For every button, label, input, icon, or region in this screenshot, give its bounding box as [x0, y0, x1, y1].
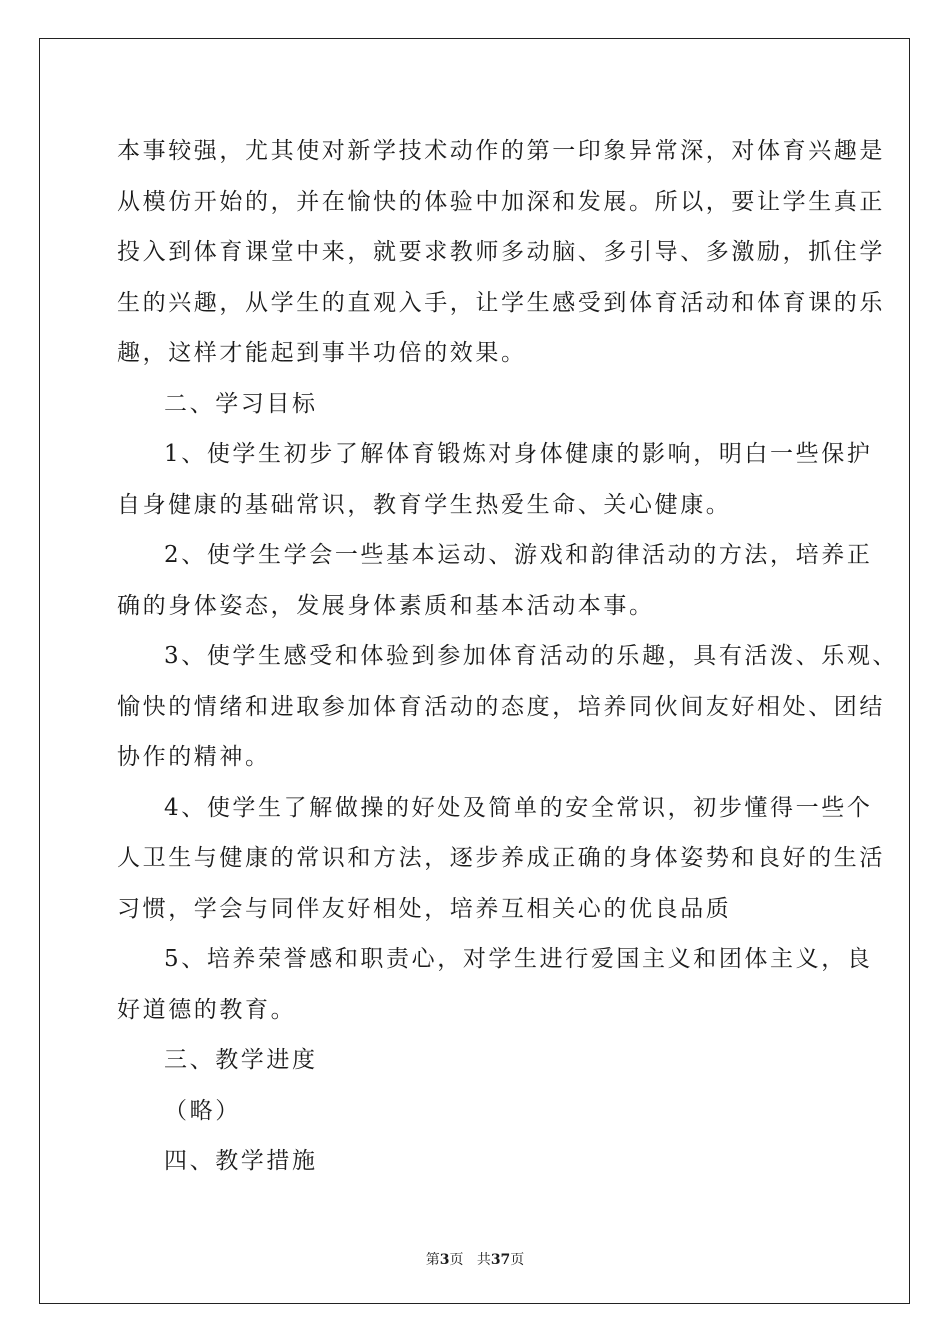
total-suffix: 页 [510, 1252, 525, 1268]
page-prefix: 第 [425, 1252, 440, 1268]
page-number: 3 [439, 1252, 450, 1268]
total-prefix: 共 [476, 1252, 491, 1268]
body-line: 趣，这样才能起到事半功倍的效果。 [117, 340, 527, 366]
document-body [117, 126, 899, 1187]
body-line: 确的身体姿态，发展身体素质和基本活动本事。 [117, 592, 655, 619]
list-item: 4、使学生了解做操的好处及简单的安全常识，初步懂得一些个 [164, 794, 873, 821]
body-line: 人卫生与健康的常识和方法，逐步养成正确的身体姿势和良好的生活 [117, 845, 885, 871]
page-suffix: 页 [449, 1252, 464, 1268]
body-line: 协作的精神。 [117, 744, 271, 770]
body-line: 从模仿开始的，并在愉快的体验中加深和发展。所以，要让学生真正 [117, 188, 885, 215]
body-line: 好道德的教育。 [117, 996, 297, 1023]
list-item: 2、使学生学会一些基本运动、游戏和韵律活动的方法，培养正 [164, 542, 873, 568]
section-heading: 二、学习目标 [164, 390, 318, 417]
body-line: 本事较强，尤其使对新学技术动作的第一印象异常深，对体育兴趣是 [117, 138, 885, 164]
list-item: 3、使学生感受和体验到参加体育活动的乐趣，具有活泼、乐观、 [164, 643, 899, 669]
list-item: 1、使学生初步了解体育锻炼对身体健康的影响，明白一些保护 [164, 441, 873, 467]
body-line: 投入到体育课堂中来，就要求教师多动脑、多引导、多激励，抓住学 [117, 239, 885, 265]
body-line: （略） [164, 1097, 241, 1124]
body-line: 自身健康的基础常识，教育学生热爱生命、关心健康。 [117, 491, 732, 518]
page-footer [0, 1249, 950, 1269]
list-item: 5、培养荣誉感和职责心，对学生进行爱国主义和团体主义，良 [164, 946, 873, 972]
section-heading: 三、教学进度 [164, 1047, 318, 1073]
total-pages: 37 [490, 1252, 511, 1268]
body-line: 生的兴趣，从学生的直观入手，让学生感受到体育活动和体育课的乐 [117, 289, 885, 316]
body-line: 愉快的情绪和进取参加体育活动的态度，培养同伙间友好相处、团结 [117, 693, 885, 720]
section-heading: 四、教学措施 [164, 1148, 318, 1174]
body-line: 习惯，学会与同伴友好相处，培养互相关心的优良品质 [117, 895, 732, 922]
